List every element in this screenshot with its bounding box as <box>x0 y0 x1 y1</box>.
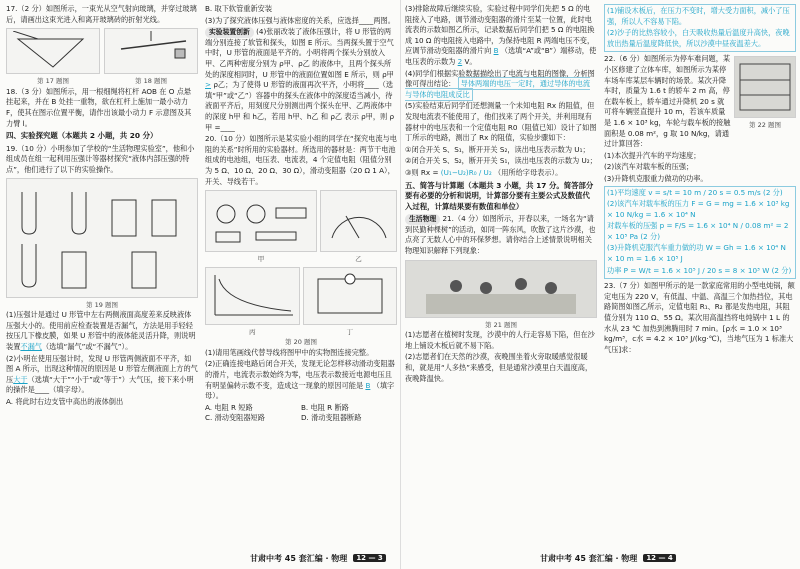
fig-ding-label: 丁 <box>346 327 353 336</box>
ammeter-dial-icon <box>324 196 394 246</box>
option-d: D. 滑动变阻器断路 <box>301 413 362 423</box>
q20-part2: (2)正确连接电路后闭合开关，发现无论怎样移动滑动变阻器的滑片，电流表示数始终为零，电压表示数接近电源电压且有明显偏转示数不变，造成这一现象的原因可能是 B （填字母）。 <box>205 359 395 401</box>
fig-bing-label: 丙 <box>249 327 256 336</box>
q20-part5: (5)实验结束后同学们还想测量一个未知电阻 Rx 的阻值，但发现电流表不能使用了，他们找来了两个开关，并利用现有器材中的电压表和一个定值电阻 R0（阻值已知）设计了如图丁所示的电路，测出了 Rx 的阻值，实验步骤如下： <box>405 101 597 143</box>
u-tube-manometer-icon <box>12 182 192 294</box>
q20-step1: ①闭合开关 S、S₁，断开开关 S₂，读出电压表示数为 U₁； <box>405 144 590 154</box>
circuit-diagram-icon <box>310 271 390 321</box>
column-4 <box>604 4 796 544</box>
fig20-top-row <box>205 188 397 265</box>
q21-answer-box <box>604 4 796 52</box>
life-physics-badge: 生活物理 <box>405 214 440 225</box>
desert-planting-photo-icon <box>426 264 576 314</box>
footer-right-title: 甘肃中考 45 套汇编 · 物理 <box>540 553 638 563</box>
q21-answer-1: (1)铺设木板后，在压力不变时，增大受力面积，减小了压强，所以人不容易下陷。 <box>607 6 790 26</box>
fig20-ammeter <box>320 190 397 252</box>
q19-answer-2: 大于 <box>13 374 28 384</box>
glass-prism-icon <box>13 31 93 71</box>
q20-answer-5: (U₁−U₂)R₀ / U₂ <box>440 167 492 177</box>
column-3 <box>405 4 597 544</box>
footer-right-page: 12 — 4 <box>643 554 676 562</box>
fig17-18-row <box>6 26 198 87</box>
circuit-components-icon <box>206 194 316 248</box>
q22-answer-3b: 功率 P = W/t = 1.6 × 10⁵ J / 20 s = 8 × 10³ W (2 分) <box>607 265 792 275</box>
q18: 18.（3 分）如图所示，用一根细绳将杠杆 AOB 在 O 点悬挂起来，并在 B 处挂一重物，欲在杠杆上施加一最小动力 F，使其在图示位置平衡，请作出该最小动力 F 示意图及其力臂 l。 <box>6 86 192 128</box>
column-1 <box>6 4 198 544</box>
q22: 22.（6 分）如图所示为停车难问题，某小区修建了立体车库，如图所示为某停车场车库某层车辆时的场景。某次升降车时，质量为 1.6 t 的轿车 2 m 高，停在载车板上，轿车通过升降机 20 s 就可将车辆竖直提升 10 m，若该车质量是 1.6 × 10³ kg，车轮与载车板的接触面积是 0.08 m²，g 取 10 N/kg，请通过计算回答： <box>604 54 731 149</box>
q21-block <box>405 214 597 257</box>
fig17-diagram <box>6 28 100 74</box>
q21: 生活物理 21.（4 分）如图所示，开春以来，一场名为“请到民勤种棵树”的活动，如同一阵东风，吹散了这片沙漠，也点亮了无数人心中的环保梦想。请你结合上述情景说明相关物理知识解释下列现象： <box>405 214 596 256</box>
q21-part2: (2)志愿者们在天然的沙漠，夜晚围坐着火旁取暖感觉很暖和，就是用“人多热”来感受，但是通常沙漠里白天温度高，夜晚降温快。 <box>405 352 593 383</box>
fig20-circuit-diagram <box>303 267 398 325</box>
fig20-graph <box>205 267 300 325</box>
q22-part3: (3)升降机克服重力做功的功率。 <box>604 173 708 183</box>
q19-part3: (3)为了探究液体压强与液体密度的关系，应选择____两图。 <box>205 15 395 25</box>
q21-answer-2: (2)沙子的比热容较小，白天吸收热量后温度升高快，夜晚放出热量后温度降低快，所以沙漠中昼夜温差大。 <box>607 28 790 48</box>
q22-part1: (1)本次提升汽车的平均速度； <box>604 150 701 160</box>
fig21-caption: 第 21 题图 <box>485 320 517 329</box>
q19-answer-4: > <box>205 80 212 90</box>
q20-answer-2: B <box>365 380 371 390</box>
q22-answer-1: (1)平均速度 v = s/t = 10 m / 20 s = 0.5 m/s (2 分) <box>607 187 783 197</box>
q22-block <box>604 54 796 150</box>
section-4-heading: 四、实验探究题（本题共 2 小题，共 20 分） <box>6 131 158 141</box>
q23: 23.（7 分）如图甲所示的是一款家庭常用的小型电炖锅，额定电压为 220 V，有低温、中温、高温三个加热挡位，其电路简图如图乙所示，定值电阻 R₁、R₂ 都是发热电阻，其阻值分别为 110 Ω、55 Ω。某次用高温挡将电炖锅中 1 L 的水从 23 ℃ 加热到沸腾用时 7 min。[ρ水 = 1.0 × 10³ kg/m³，c水 = 4.2 × 10³ J/(kg·℃)，当地气压为 1 标准大气压]求： <box>604 281 795 354</box>
fig22-photo <box>734 56 796 118</box>
footer-left-page: 12 — 3 <box>353 554 386 562</box>
fig-jia-label: 甲 <box>257 255 265 264</box>
q19-option-b: B. 取下软管重新安装 <box>205 4 273 13</box>
q20-options-row-1 <box>205 403 397 414</box>
footer-left-title: 甘肃中考 45 套汇编 · 物理 <box>250 553 348 563</box>
q19-answer-1: 不漏气 <box>20 341 42 351</box>
q22-answer-box <box>604 186 796 280</box>
q20-answer-4: 导体两端的电压一定时，通过导体的电流与导体的电阻成反比 <box>405 79 591 99</box>
fig22-caption: 第 22 题图 <box>749 121 781 130</box>
q20-options-row-2 <box>205 413 397 424</box>
fig20-caption: 第 20 题图 <box>285 338 317 347</box>
q19-option-a: A. 将此时右边支管中高出的液体倒出 <box>6 396 124 406</box>
q22-answer-2a: (2)该汽车对载车板的压力 F = G = mg = 1.6 × 10³ kg × 10 N/kg = 1.6 × 10⁴ N <box>607 199 790 219</box>
lever-icon <box>111 31 191 71</box>
q19-part2: (2)小明在使用压强计时，发现 U 形管两侧液面不平齐，如图 A 所示，出现这种情况的原因是 U 形管左侧液面上方的气压大于（选填“大于”“小于”或“等于”）大气压，接下来小明的操作是____（填字母）。 <box>6 353 198 395</box>
q22-answer-2b: 对载车板的压强 p = F/S = 1.6 × 10⁴ N / 0.08 m² = 2 × 10⁵ Pa (2 分) <box>607 221 789 241</box>
q22-answer-3a: (3)升降机克服汽车重力做的功 W = Gh = 1.6 × 10⁴ N × 10 m = 1.6 × 10⁵ J <box>607 243 786 264</box>
q20-step2: ②闭合开关 S、S₂，断开开关 S₁，读出电压表的示数为 U₂； <box>405 156 597 166</box>
q19-part1: (1)压强计是通过 U 形管中左右两侧液面高度差来反映液体压强大小的。使用前应检查装置是否漏气，方法是用手轻轻按压几下橡皮膜，如果 U 形管中的液体能灵活升降，则说明装置不漏气（选填“漏气”或“不漏气”）。 <box>6 310 196 351</box>
option-b: B. 电阻 R 断路 <box>301 402 349 412</box>
fig-yi-label: 乙 <box>355 255 362 264</box>
fig21-photo <box>405 260 597 318</box>
q19: 19.（10 分）小明参加了学校的“生活物理实验室”，他和小组成员在组一起利用压强计等器材探究“液体内部压强的特点”，他们进行了以下的实验操作。 <box>6 143 195 174</box>
fig19-diagram <box>6 178 198 298</box>
innovation-badge: 实验装置创新 <box>205 27 254 38</box>
column-2 <box>205 4 397 544</box>
footer-left <box>250 551 386 565</box>
q20-part4: (4)同学们根据实验数据描绘出了电流与电阻的图像，分析图像可得出结论： 导体两端的电压一定时，通过导体的电流与导体的电阻成反比 <box>405 68 595 99</box>
fig18-caption: 第 18 题图 <box>135 77 167 86</box>
i-r-curve-icon <box>207 271 297 321</box>
q19-part4: 实验装置创新 (4)张丽改装了液体压强计，将 U 形管的两端分别连接了软管和探头，如图 E 所示。当两探头置于空气中时，U 形管的液面是平齐的。小明将两个探头分别放入甲、乙两种密度分别为 ρ甲、ρ乙 的液体中，且两个探头所处的深度相同时，U 形管中的液面位置如图 E 所示，则 ρ甲 > ρ乙；为了使得 U 形管的液面再次平齐，小明将____（选填“甲”或“乙”）容器中的探头在液体中的深度适当减小，待液面平齐后，用刻度尺分别测出两个探头在甲、乙两液体中的深度 h甲 和 h乙，若用 h甲、h乙 和 ρ乙 表示 ρ甲，则 ρ甲 =____ <box>205 27 395 132</box>
q20-step3: ③则 Rx = (U₁−U₂)R₀ / U₂ （用所给字母表示）。 <box>405 167 563 177</box>
fig20-bottom-row <box>205 265 397 338</box>
section-5-heading: 五、简答与计算题（本题共 3 小题，共 17 分。简答部分要有必要的分析和说明，计算部分要有主要公式及数值代入过程，计算结果要有数值和单位） <box>405 180 594 211</box>
fig18-diagram <box>104 28 198 74</box>
q20: 20.（10 分）如图所示是某实验小组的同学在“探究电流与电阻的关系”时所用的实验器材。所选用的器材是：两节干电池组成的电池组，电压表、电流表，4 个定值电阻（阻值分别为 5 Ω、10 Ω、20 Ω、30 Ω），滑动变阻器（20 Ω 1 A），开关、导线若干。 <box>205 134 397 186</box>
fig19-caption: 第 19 题图 <box>86 300 118 309</box>
q20-part1: (1)请用笔画线代替导线将图甲中的实物图连接完整。 <box>205 347 374 357</box>
fig20-circuit-board <box>205 190 317 252</box>
parking-garage-photo-icon <box>736 60 794 114</box>
q17: 17.（2 分）如图所示，一束光从空气射向玻璃，并穿过玻璃后，请画出这束光进入和离开玻璃砖的折射光线。 <box>6 4 197 24</box>
q20-part3: (3)排除故障后继续实验，实验过程中同学们先把 5 Ω 的电阻接入了电路，调节滑动变阻器的滑片至某一位置，此时电流表的示数如图乙所示，记录数据后同学们把 5 Ω 的电阻换成 10 Ω 的电阻接入电路中，为保持电阻 R 两端电压不变，应调节滑动变阻器的滑片向 B （选填“A”或“B”）端移动，使电压表的示数为 2 V。 <box>405 4 597 66</box>
fig17-caption: 第 17 题图 <box>37 77 69 86</box>
option-c: C. 滑动变阻器短路 <box>205 413 265 423</box>
page-divider <box>400 0 401 569</box>
footer-right <box>540 551 676 565</box>
q21-part1: (1)志愿者在植树时发现，沙漠中的人行走容易下陷，但在沙地上铺设木板后就不易下陷。 <box>405 330 595 350</box>
option-a: A. 电阻 R 短路 <box>205 402 253 412</box>
q22-part2: (2)该汽车对载车板的压强； <box>604 162 694 172</box>
